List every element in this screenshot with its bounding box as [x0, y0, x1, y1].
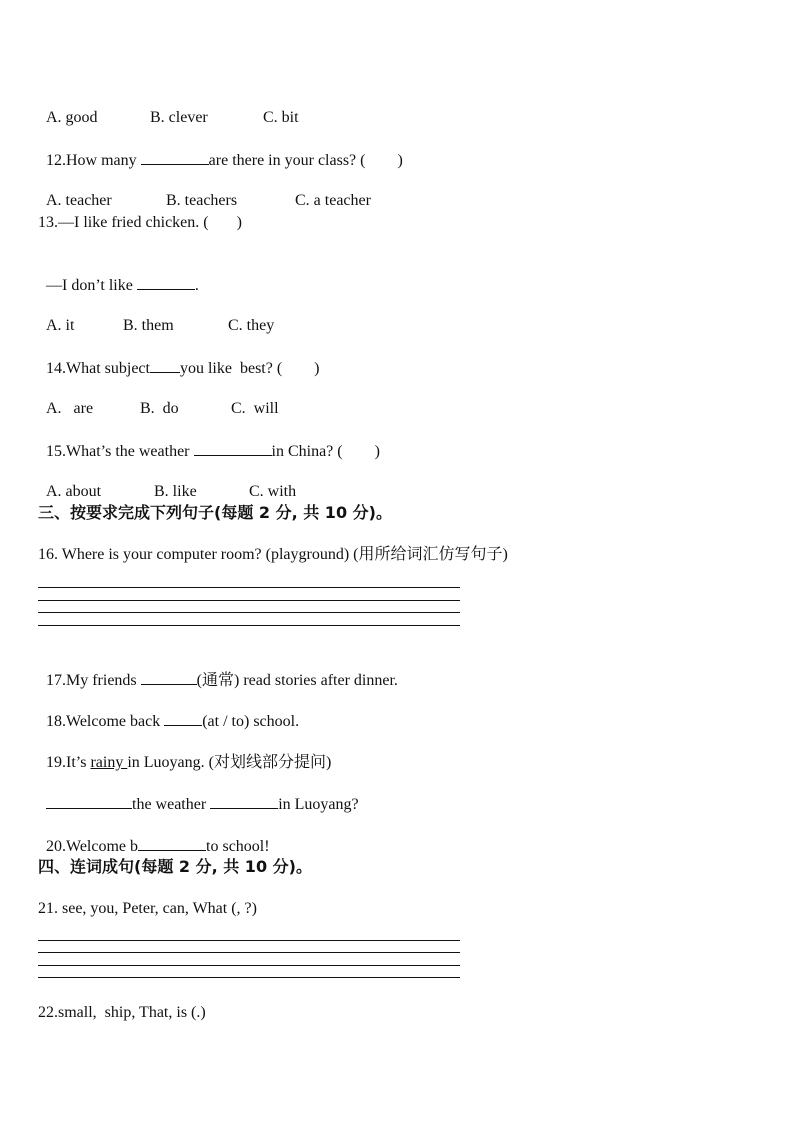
q21-answer-line-4[interactable]: [38, 977, 460, 978]
q18-text-post: (at / to) school.: [202, 713, 300, 730]
q14-stem: [38, 338, 320, 379]
q16-answer-line-4[interactable]: [38, 625, 460, 626]
q15-text-pre: 15.What’s the weather: [46, 443, 194, 460]
q18-blank[interactable]: [164, 711, 202, 726]
q13-reply: [38, 255, 199, 296]
q12-stem: [38, 130, 403, 171]
q11-option-a: A. good: [46, 109, 98, 126]
q14-option-c: C. will: [231, 400, 279, 417]
q20-text-post: to school!: [206, 838, 270, 855]
q12-options: [38, 171, 371, 211]
q12-option-b: B. teachers: [166, 192, 238, 209]
q18-stem: [38, 691, 299, 732]
q17-text-post: (通常) read stories after dinner.: [196, 672, 398, 689]
q16-answer-line-2[interactable]: [38, 600, 460, 601]
q19-answer: [38, 774, 359, 815]
q11-options: [38, 88, 299, 128]
q12-text-pre: 12.How many: [46, 152, 141, 169]
q21-answer-line-3[interactable]: [38, 965, 460, 966]
q15-option-a: A. about: [46, 483, 102, 500]
q15-option-c: C. with: [249, 483, 297, 500]
q11-option-c: C. bit: [263, 109, 299, 126]
q19-text-post: in Luoyang. (对划线部分提问): [127, 754, 332, 771]
q18-text-pre: 18.Welcome back: [46, 713, 165, 730]
q16-answer-line-1[interactable]: [38, 587, 460, 588]
q15-options: [38, 462, 296, 502]
q21-answer-line-2[interactable]: [38, 952, 460, 953]
section-3-heading: 三、按要求完成下列句子(每题 2 分, 共 10 分)。: [38, 503, 392, 522]
q13-option-a: A. it: [46, 317, 75, 334]
q12-option-a: A. teacher: [46, 192, 112, 209]
q15-option-b: B. like: [154, 483, 197, 500]
q12-text-post: are there in your class? ( ): [208, 152, 403, 169]
q19-answer-post: in Luoyang?: [278, 796, 359, 813]
q13-option-c: C. they: [228, 317, 275, 334]
q16-answer-line-3[interactable]: [38, 612, 460, 613]
q13-options: [38, 296, 274, 336]
q13-stem: 13.—I like fried chicken. ( ): [38, 214, 242, 231]
q12-option-c: C. a teacher: [295, 192, 371, 209]
q19-underlined-word: rainy: [90, 754, 128, 771]
q19-stem: [38, 733, 331, 773]
q21-answer-line-1[interactable]: [38, 940, 460, 941]
q13-reply-pre: —I don’t like: [46, 277, 137, 294]
q15-text-post: in China? ( ): [271, 443, 380, 460]
q20-blank[interactable]: [138, 836, 206, 851]
q14-text-post: you like best? ( ): [179, 360, 320, 377]
q16-stem: 16. Where is your computer room? (playground) (用所给词汇仿写句子): [38, 546, 508, 563]
q14-blank[interactable]: [150, 358, 180, 373]
q21-stem: 21. see, you, Peter, can, What (, ?): [38, 900, 257, 917]
section-4-heading: 四、连词成句(每题 2 分, 共 10 分)。: [38, 857, 312, 876]
q15-blank[interactable]: [194, 441, 272, 456]
q14-options: [38, 379, 279, 419]
q17-text-pre: 17.My friends: [46, 672, 141, 689]
q14-option-b: B. do: [140, 400, 179, 417]
q13-blank[interactable]: [137, 275, 195, 290]
q19-blank-2[interactable]: [210, 794, 278, 809]
q15-stem: [38, 421, 380, 462]
q17-stem: [38, 650, 398, 691]
q14-option-a: A. are: [46, 400, 94, 417]
q13-reply-post: .: [194, 277, 199, 294]
q14-text-pre: 14.What subject: [46, 360, 150, 377]
q17-blank[interactable]: [141, 670, 197, 685]
q19-answer-mid: the weather: [132, 796, 211, 813]
q12-blank[interactable]: [141, 150, 209, 165]
q20-text-pre: 20.Welcome b: [46, 838, 139, 855]
q19-text-pre: 19.It’s: [46, 754, 91, 771]
q19-blank-1[interactable]: [46, 794, 132, 809]
q20-stem: [38, 816, 270, 857]
q11-option-b: B. clever: [150, 109, 208, 126]
q13-option-b: B. them: [123, 317, 174, 334]
q22-stem: 22.small, ship, That, is (.): [38, 1004, 206, 1021]
